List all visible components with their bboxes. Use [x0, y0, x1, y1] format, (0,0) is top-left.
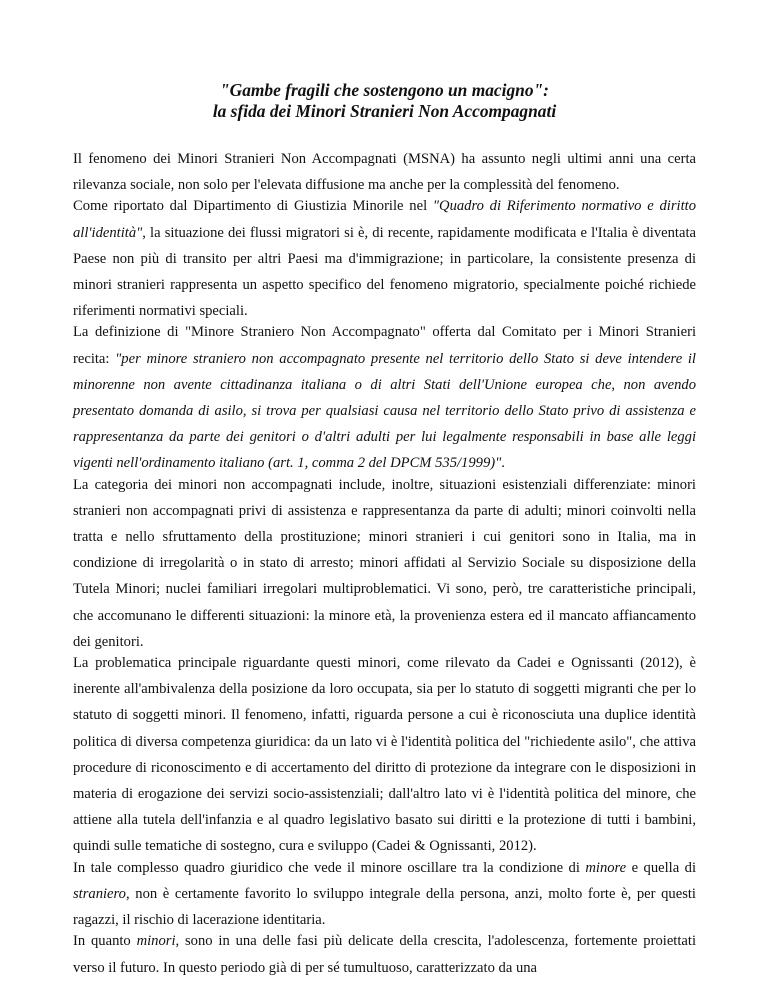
paragraph-text: e quella di — [626, 859, 696, 876]
emphasis-minore: minore — [585, 859, 627, 876]
paragraph-5 — [73, 650, 696, 860]
definition-quote: "per minore straniero non accompagnato presente nel territorio dello Stato si deve intendere il minorenne non avente cittadinanza italiana o di altri Stati dell'Unione europea che, non avendo presentato domanda di asilo, si trova per qualsiasi causa nel territorio dello Stato privo di assistenza e rappresentanza da parte dei genitori o d'altri adulti per lui legalmente responsabili in base alle leggi vigenti nell'ordinamento italiano (art. 1, comma 2 del DPCM 535/1999)" — [73, 350, 696, 472]
emphasis-straniero: straniero — [73, 885, 126, 902]
title-line-1: "Gambe fragili che sostengono un macigno": — [220, 80, 549, 100]
paragraph-text: La problematica principale riguardante questi minori, come rilevato da Cadei e Ognissanti (2012), è inerente all'ambivalenza della posizione da loro occupata, sia per lo statuto di soggetti migranti che per lo statuto di soggetti minori. Il fenomeno, infatti, riguarda persone a cui è riconosciuta una duplice identità politica di diversa competenza giuridica: da un lato vi è l'identità politica del "richiedente asilo", che attiva procedure di riconoscimento e di accertamento del diritto di protezione da integrare con le disposizioni in materia di erogazione dei servizi socio-assistenziali; dall'altro lato vi è l'identità politica del minore, che attiene alla tutela dell'infanzia e al quadro legislativo basato sui diritti e la protezione di tutti i bambini, quindi sulle tematiche di sostegno, cura e sviluppo (Cadei & Ognissanti, 2012). — [73, 655, 696, 855]
paragraph-7 — [73, 928, 696, 980]
document-title — [73, 80, 696, 122]
paragraph-text: In tale complesso quadro giuridico che vede il minore oscillare tra la condizione di — [73, 859, 586, 876]
paragraph-text: La definizione di "Minore Straniero Non Accompagnato" offerta dal Comitato per i Minori Stranieri recita: — [73, 324, 696, 367]
paragraph-text: Come riportato dal Dipartimento di Giustizia Minorile nel — [73, 198, 433, 215]
cited-document-title: "Quadro di Riferimento normativo e diritto all'identità" — [73, 198, 696, 241]
paragraph-text: , non è certamente favorito lo sviluppo integrale della persona, anzi, molto forte è, per questi ragazzi, il rischio di lacerazione identitaria. — [73, 885, 696, 929]
paragraph-text: In quanto — [73, 933, 137, 950]
paragraph-text: , sono in una delle fasi più delicate della crescita, l'adolescenza, fortemente proiettati verso il futuro. In questo periodo già di per sé tumultuoso, caratterizzato da una — [73, 933, 696, 976]
paragraph-text: Il fenomeno dei Minori Stranieri Non Accompagnati (MSNA) ha assunto negli ultimi anni una certa rilevanza sociale, non solo per l'elevata diffusione ma anche per la complessità del fenomeno. — [73, 151, 696, 194]
paragraph-text: . — [501, 455, 505, 472]
paragraph-4 — [73, 472, 696, 655]
emphasis-minori: minori — [136, 933, 176, 950]
paragraph-6 — [73, 855, 696, 934]
paragraph-2 — [73, 193, 696, 324]
paragraph-text: La categoria dei minori non accompagnati include, inoltre, situazioni esistenziali differenziate: minori stranieri non accompagnati privi di assistenza e rappresentanza da parte di adulti; minori coinvolti nella tratta e nello sfruttamento della prostituzione; minori stranieri i cui genitori sono in Italia, ma in condizione di irregolarità o in stato di arresto; minori affidati al Servizio Sociale su disposizione della Tutela Minori; nuclei familiari irregolari multiproblematici. Vi sono, però, tre caratteristiche principali, che accomunano le differenti situazioni: la minore età, la provenienza estera ed il mancato affiancamento dei genitori. — [73, 476, 696, 650]
document-body — [73, 146, 696, 981]
paragraph-3 — [73, 319, 696, 476]
title-line-2: la sfida dei Minori Stranieri Non Accompagnati — [212, 101, 557, 121]
paragraph-text: , la situazione dei flussi migratori si è, di recente, rapidamente modificata e l'Italia è diventata Paese non più di transito per altri Paesi ma d'immigrazione; in particolare, la consistente presenza di minori stranieri rappresenta un aspetto specifico del fenomeno migratorio, specialmente poiché richiede riferimenti normativi speciali. — [73, 224, 696, 320]
paragraph-1 — [73, 146, 696, 198]
